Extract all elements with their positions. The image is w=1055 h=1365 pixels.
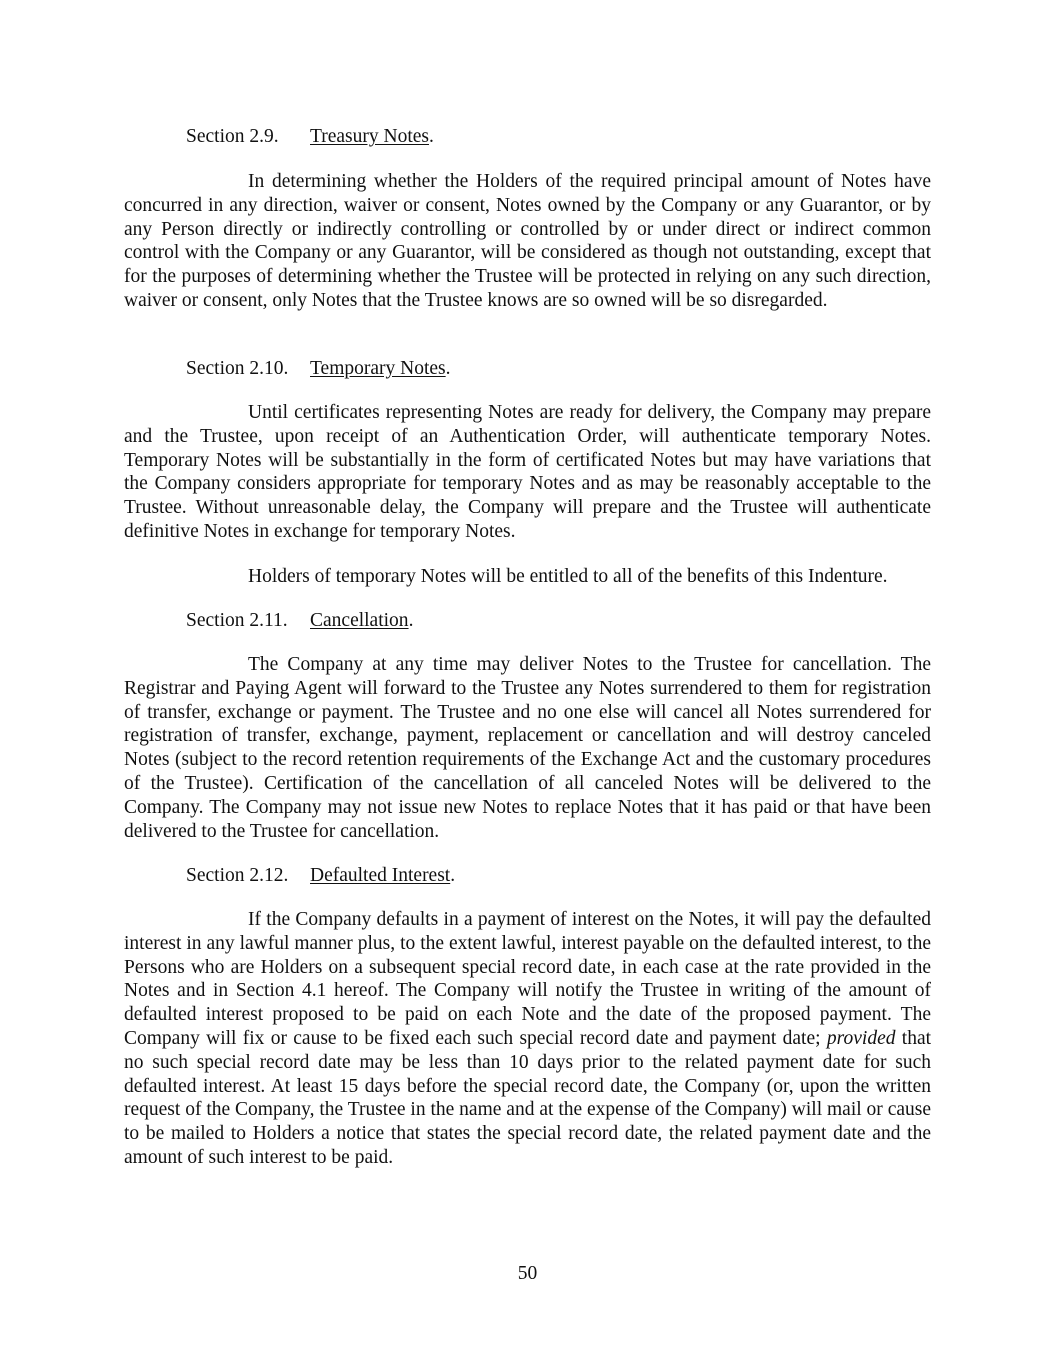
section-heading	[186, 864, 455, 888]
section-paragraph: Until certificates representing Notes are ready for delivery, the Company may prepare and the Trustee, upon receipt of an Authentication Order, will authenticate temporary Notes. Temporary Notes will be substantially in the form of certificated Notes but may have variations that the Company considers appropriate for temporary Notes and as may be reasonably acceptable to the Trustee. Without unreasonable delay, the Company will prepare and the Trustee will authenticate definitive Notes in exchange for temporary Notes.	[124, 402, 931, 542]
paragraph-text: that no such special record date may be less than 10 days prior to the related payment date for such defaulted interest. At least 15 days before the special record date, the Company (or, upon the written request of the Company, the Trustee in the name and at the expense of the Company) will mail or cause to be mailed to Holders a notice that states the special record date, the related payment date and the amount of such interest to be paid.	[124, 1027, 932, 1168]
section-number: Section 2.9.	[186, 126, 279, 147]
section-title-period: .	[408, 610, 414, 631]
section-heading	[186, 357, 451, 381]
section-heading	[186, 125, 434, 149]
section-paragraph: In determining whether the Holders of the required principal amount of Notes have concurred in any direction, waiver or consent, Notes owned by the Company or any Guarantor, or by any Person directly or indirectly controlling or controlled by or under direct or indirect common control with the Company or any Guarantor, will be considered as though not outstanding, except that for the purposes of determining whether the Trustee will be protected in relying on any such direction, waiver or consent, only Notes that the Trustee knows are so owned will be so disregarded.	[124, 171, 931, 311]
section-heading	[186, 609, 413, 633]
page-number: 50	[517, 1263, 538, 1284]
section-title: Treasury Notes	[310, 126, 429, 147]
section-paragraph: Holders of temporary Notes will be entitled to all of the benefits of this Indenture.	[248, 566, 888, 587]
section-title: Cancellation	[310, 610, 409, 631]
italic-term: provided	[826, 1027, 896, 1049]
section-title: Temporary Notes	[310, 358, 446, 379]
section-title: Defaulted Interest	[310, 865, 451, 886]
section-number: Section 2.10.	[186, 358, 289, 379]
section-paragraph: The Company at any time may deliver Notes to the Trustee for cancellation. The Registrar and Paying Agent will forward to the Trustee any Notes surrendered to them for registration of transfer, exchange or payment. The Trustee and no one else will cancel all Notes surrendered for registration of transfer, exchange, payment, replacement or cancellation and will destroy canceled Notes (subject to the record retention requirements of the Exchange Act and the customary procedures of the Trustee). Certification of the cancellation of all canceled Notes will be delivered to the Company. The Company may not issue new Notes to replace Notes that it has paid or that have been delivered to the Trustee for cancellation.	[124, 654, 931, 842]
section-title-period: .	[445, 358, 451, 379]
section-number: Section 2.11.	[186, 610, 288, 631]
section-title-period: .	[428, 126, 434, 147]
section-title-period: .	[450, 865, 456, 886]
section-paragraph	[124, 908, 931, 1170]
section-number: Section 2.12.	[186, 865, 289, 886]
paragraph-text: If the Company defaults in a payment of interest on the Notes, it will pay the defaulted interest in any lawful manner plus, to the extent lawful, interest payable on the defaulted interest, to the Persons who are Holders on a subsequent special record date, in each case at the rate provided in the Notes and in Section 4.1 hereof. The Company will notify the Trustee in writing of the amount of defaulted interest proposed to be paid on each Note and the date of the proposed payment. The Company will fix or cause to be fixed each such special record date and payment date;	[124, 909, 931, 1049]
